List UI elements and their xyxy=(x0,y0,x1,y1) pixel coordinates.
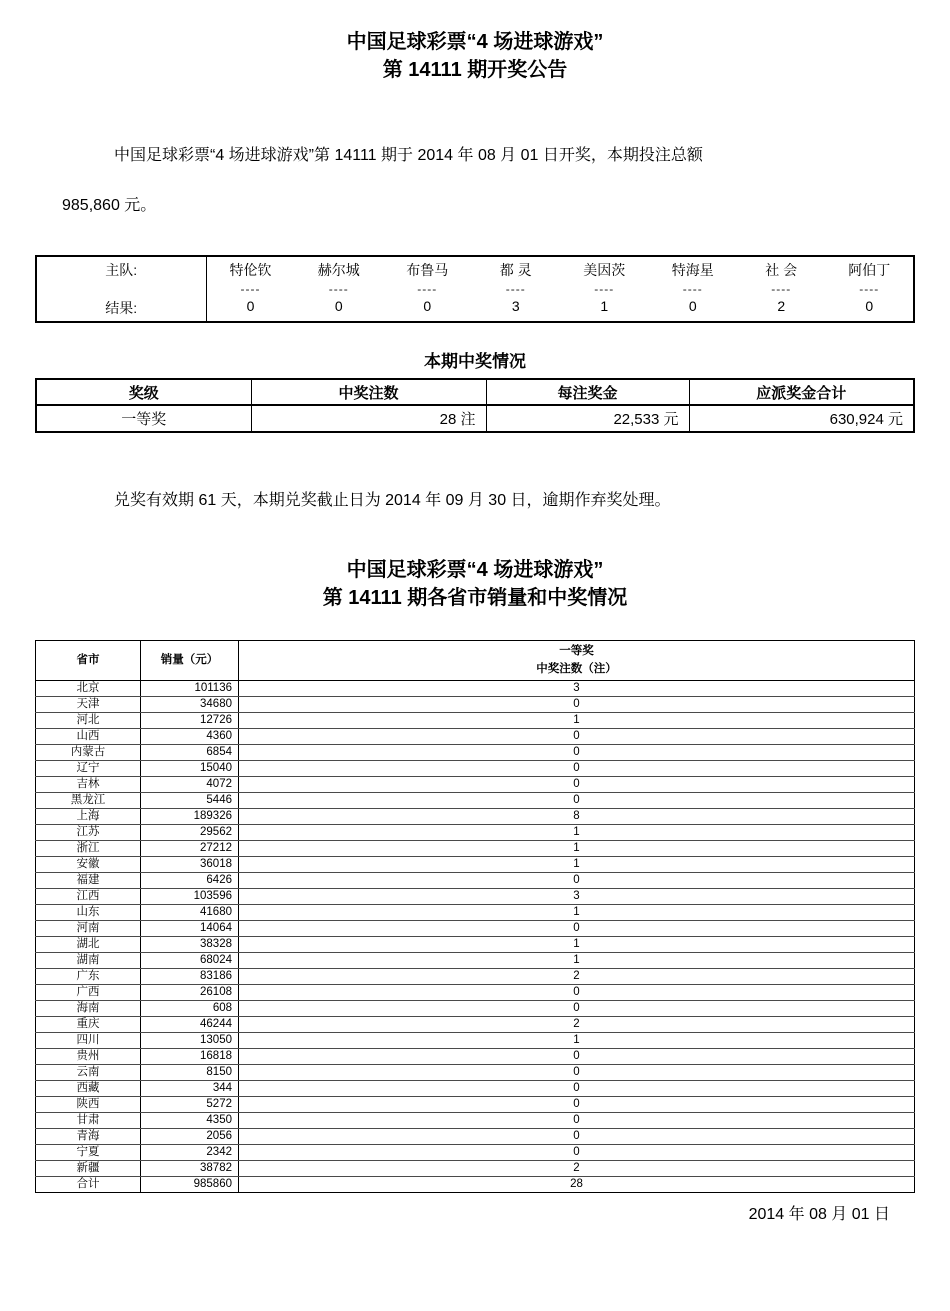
province-row xyxy=(36,921,915,937)
province-row xyxy=(36,1001,915,1017)
province-name: 青海 xyxy=(36,1129,141,1145)
province-header-prize-line2: 中奖注数（注） xyxy=(536,662,617,675)
province-prize-count: 0 xyxy=(239,1113,915,1129)
province-name: 西藏 xyxy=(36,1081,141,1097)
province-name: 上海 xyxy=(36,809,141,825)
separator-label-cell xyxy=(36,282,206,296)
province-row xyxy=(36,713,915,729)
intro-line1: 中国足球彩票“4 场进球游戏”第 14111 期于 2014 年 08 月 01 日开奖，本期投注总额 xyxy=(114,147,703,164)
match-result: 0 xyxy=(246,298,255,314)
team-name: 社 会 xyxy=(765,262,798,278)
match-result: 3 xyxy=(511,298,520,314)
province-row xyxy=(36,681,915,697)
province-name: 宁夏 xyxy=(36,1145,141,1161)
separator-row xyxy=(36,282,914,296)
province-sales: 83186 xyxy=(141,969,239,985)
province-row xyxy=(36,841,915,857)
province-sales: 26108 xyxy=(141,985,239,1001)
province-name: 海南 xyxy=(36,1001,141,1017)
province-sales: 41680 xyxy=(141,905,239,921)
province-name: 新疆 xyxy=(36,1161,141,1177)
province-sales: 4350 xyxy=(141,1113,239,1129)
province-sales: 2342 xyxy=(141,1145,239,1161)
province-prize-count: 0 xyxy=(239,985,915,1001)
team-name: 阿伯丁 xyxy=(848,262,891,278)
province-prize-count: 1 xyxy=(239,857,915,873)
province-row xyxy=(36,793,915,809)
province-prize-count: 0 xyxy=(239,1049,915,1065)
province-name: 陕西 xyxy=(36,1097,141,1113)
page-title xyxy=(0,0,950,84)
prize-section-title: 本期中奖情况 xyxy=(424,352,526,371)
province-prize-count: 2 xyxy=(239,969,915,985)
province-sales: 6854 xyxy=(141,745,239,761)
province-sales: 27212 xyxy=(141,841,239,857)
total-row xyxy=(36,1177,915,1193)
team-name: 特海星 xyxy=(671,262,714,278)
province-row xyxy=(36,1017,915,1033)
province-sales: 6426 xyxy=(141,873,239,889)
province-name: 辽宁 xyxy=(36,761,141,777)
province-name: 江西 xyxy=(36,889,141,905)
province-name: 北京 xyxy=(36,681,141,697)
intro-paragraph xyxy=(62,142,888,215)
page-title-line2: 第 14111 期开奖公告 xyxy=(382,59,568,81)
province-sales: 36018 xyxy=(141,857,239,873)
province-row xyxy=(36,1049,915,1065)
province-name: 河北 xyxy=(36,713,141,729)
province-prize-count: 0 xyxy=(239,1081,915,1097)
province-sales: 13050 xyxy=(141,1033,239,1049)
province-prize-count: 0 xyxy=(239,1065,915,1081)
score-separator: ---- xyxy=(771,282,792,296)
province-name: 江苏 xyxy=(36,825,141,841)
province-sales: 2056 xyxy=(141,1129,239,1145)
prize-header-winners: 中奖注数 xyxy=(251,379,486,405)
prize-header-row xyxy=(36,379,914,405)
province-header-prize xyxy=(239,641,915,681)
province-name: 内蒙古 xyxy=(36,745,141,761)
prize-winners-count: 28 注 xyxy=(251,405,486,432)
match-result: 1 xyxy=(600,298,609,314)
province-name: 山东 xyxy=(36,905,141,921)
province-name: 湖南 xyxy=(36,953,141,969)
province-row xyxy=(36,1145,915,1161)
match-result: 0 xyxy=(334,298,343,314)
province-row xyxy=(36,1161,915,1177)
province-row xyxy=(36,953,915,969)
score-separator: ---- xyxy=(859,282,880,296)
prize-header-level: 奖级 xyxy=(36,379,251,405)
province-name: 河南 xyxy=(36,921,141,937)
province-sales: 985860 xyxy=(141,1177,239,1193)
province-name: 浙江 xyxy=(36,841,141,857)
province-header-prize-line1: 一等奖 xyxy=(559,645,594,658)
match-result: 0 xyxy=(688,298,697,314)
score-separator: ---- xyxy=(505,282,526,296)
province-row xyxy=(36,745,915,761)
province-prize-count: 0 xyxy=(239,793,915,809)
province-row xyxy=(36,905,915,921)
prize-header-total: 应派奖金合计 xyxy=(689,379,914,405)
province-name: 吉林 xyxy=(36,777,141,793)
page-title-line1: 中国足球彩票“4 场进球游戏” xyxy=(346,31,604,53)
province-row xyxy=(36,1033,915,1049)
province-prize-count: 3 xyxy=(239,681,915,697)
team-name: 赫尔城 xyxy=(317,262,360,278)
province-sales: 4072 xyxy=(141,777,239,793)
province-row xyxy=(36,809,915,825)
province-prize-count: 1 xyxy=(239,953,915,969)
province-header-row xyxy=(36,641,915,681)
province-prize-count: 1 xyxy=(239,825,915,841)
province-sales: 29562 xyxy=(141,825,239,841)
province-section-title xyxy=(0,510,950,612)
province-prize-count: 0 xyxy=(239,921,915,937)
province-sales: 16818 xyxy=(141,1049,239,1065)
province-name: 安徽 xyxy=(36,857,141,873)
province-prize-count: 1 xyxy=(239,841,915,857)
province-name: 贵州 xyxy=(36,1049,141,1065)
province-row xyxy=(36,729,915,745)
province-name: 福建 xyxy=(36,873,141,889)
province-prize-count: 0 xyxy=(239,745,915,761)
province-row xyxy=(36,889,915,905)
match-result: 0 xyxy=(865,298,874,314)
province-row xyxy=(36,1097,915,1113)
province-row xyxy=(36,825,915,841)
home-teams-label: 主队: xyxy=(36,256,206,282)
province-name: 甘肃 xyxy=(36,1113,141,1129)
province-row xyxy=(36,777,915,793)
match-result: 0 xyxy=(423,298,432,314)
redemption-note: 兑奖有效期 61 天，本期兑奖截止日为 2014 年 09 月 30 日，逾期作弃奖处理。 xyxy=(114,492,671,509)
province-name: 湖北 xyxy=(36,937,141,953)
province-row xyxy=(36,969,915,985)
province-prize-count: 0 xyxy=(239,1001,915,1017)
province-sales-table xyxy=(35,640,915,1193)
province-prize-count: 28 xyxy=(239,1177,915,1193)
province-row xyxy=(36,985,915,1001)
province-sales: 189326 xyxy=(141,809,239,825)
province-name: 广东 xyxy=(36,969,141,985)
province-sales: 68024 xyxy=(141,953,239,969)
province-row xyxy=(36,857,915,873)
province-name: 山西 xyxy=(36,729,141,745)
province-prize-count: 1 xyxy=(239,1033,915,1049)
announcement-date: 2014 年 08 月 01 日 xyxy=(748,1206,890,1223)
province-sales: 608 xyxy=(141,1001,239,1017)
province-sales: 5272 xyxy=(141,1097,239,1113)
intro-line2: 985,860 元。 xyxy=(62,197,157,214)
results-row xyxy=(36,296,914,322)
province-row xyxy=(36,873,915,889)
province-prize-count: 3 xyxy=(239,889,915,905)
province-row xyxy=(36,1113,915,1129)
province-name: 四川 xyxy=(36,1033,141,1049)
province-name: 合计 xyxy=(36,1177,141,1193)
score-separator: ---- xyxy=(417,282,438,296)
results-label: 结果: xyxy=(36,296,206,322)
score-separator: ---- xyxy=(240,282,261,296)
province-prize-count: 1 xyxy=(239,713,915,729)
province-row xyxy=(36,1065,915,1081)
match-result: 2 xyxy=(777,298,786,314)
province-prize-count: 8 xyxy=(239,809,915,825)
province-sales: 12726 xyxy=(141,713,239,729)
province-header-sales: 销量（元） xyxy=(141,641,239,681)
team-name: 特伦钦 xyxy=(229,262,272,278)
province-sales: 5446 xyxy=(141,793,239,809)
score-separator: ---- xyxy=(594,282,615,296)
province-name: 重庆 xyxy=(36,1017,141,1033)
score-separator: ---- xyxy=(682,282,703,296)
province-sales: 34680 xyxy=(141,697,239,713)
province-sales: 14064 xyxy=(141,921,239,937)
province-sales: 4360 xyxy=(141,729,239,745)
province-sales: 8150 xyxy=(141,1065,239,1081)
province-row xyxy=(36,1081,915,1097)
province-prize-count: 0 xyxy=(239,1129,915,1145)
province-row xyxy=(36,697,915,713)
province-prize-count: 2 xyxy=(239,1161,915,1177)
match-results-table xyxy=(35,255,915,323)
province-prize-count: 0 xyxy=(239,1145,915,1161)
province-prize-count: 0 xyxy=(239,761,915,777)
province-row xyxy=(36,937,915,953)
score-separator: ---- xyxy=(328,282,349,296)
province-prize-count: 0 xyxy=(239,729,915,745)
province-title-line2: 第 14111 期各省市销量和中奖情况 xyxy=(322,587,628,609)
prize-header-amount: 每注奖金 xyxy=(486,379,689,405)
province-prize-count: 0 xyxy=(239,873,915,889)
province-sales: 38328 xyxy=(141,937,239,953)
province-name: 黑龙江 xyxy=(36,793,141,809)
province-sales: 38782 xyxy=(141,1161,239,1177)
province-header-name: 省市 xyxy=(36,641,141,681)
prize-level: 一等奖 xyxy=(36,405,251,432)
province-sales: 15040 xyxy=(141,761,239,777)
province-row xyxy=(36,1129,915,1145)
province-name: 天津 xyxy=(36,697,141,713)
prize-total-amount: 630,924 元 xyxy=(689,405,914,432)
prize-summary-table xyxy=(35,378,915,433)
province-sales: 101136 xyxy=(141,681,239,697)
province-title-line1: 中国足球彩票“4 场进球游戏” xyxy=(346,559,604,581)
province-prize-count: 1 xyxy=(239,905,915,921)
team-name: 都 灵 xyxy=(499,262,532,278)
prize-per-bet-amount: 22,533 元 xyxy=(486,405,689,432)
home-teams-row xyxy=(36,256,914,282)
province-name: 云南 xyxy=(36,1065,141,1081)
province-sales: 344 xyxy=(141,1081,239,1097)
province-prize-count: 1 xyxy=(239,937,915,953)
province-sales: 103596 xyxy=(141,889,239,905)
province-row xyxy=(36,761,915,777)
province-name: 广西 xyxy=(36,985,141,1001)
prize-data-row xyxy=(36,405,914,432)
province-sales: 46244 xyxy=(141,1017,239,1033)
province-prize-count: 0 xyxy=(239,1097,915,1113)
province-prize-count: 0 xyxy=(239,777,915,793)
province-prize-count: 0 xyxy=(239,697,915,713)
team-name: 布鲁马 xyxy=(406,262,449,278)
team-name: 美因茨 xyxy=(583,262,626,278)
province-prize-count: 2 xyxy=(239,1017,915,1033)
